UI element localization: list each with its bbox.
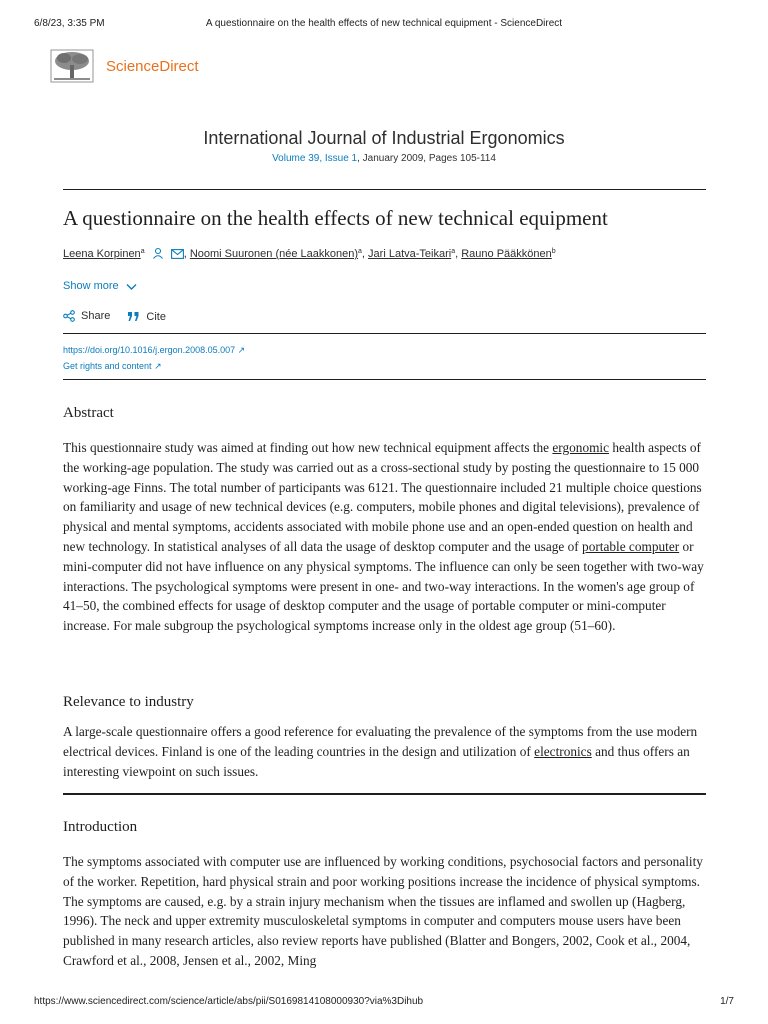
section-divider [63,793,706,795]
electronics-link[interactable]: electronics [534,743,592,759]
show-more-button[interactable] [63,280,137,292]
print-footer [34,996,734,1010]
doi-link[interactable]: https://doi.org/10.1016/j.ergon.2008.05.007 [63,345,236,355]
article-title: A questionnaire on the health effects of new technical equipment [63,206,608,230]
doi-divider [63,379,706,380]
abstract-text: This questionnaire study was aimed at finding out how new technical equipment affects the ergonomic health aspects of the working-age population. The study was carried out as a cross-sectional study by posting the questionnaire to 15 000 working-age Finns. The total number of participants was 6121. The questionnaire included 21 multiple choice questions on familiarity and usage of new technical devices (e.g. computers, mobile phones and digital televisions), prevalence of physical and mental symptoms, accidents associated with mobile phone use and an open-ended question on health and new technology. In statistical analyses of all data the usage of desktop computer and the usage of portable computer or mini-computer did not have influence on any physical symptoms. The influence can only be seen together with two-way interactions. The psychological symptoms were present in one- and two-way interactions. In the women's age group of 41–50, the combined effects for usage of desktop computer and the usage of portable computer or mini-computer increase. For male subgroup the psychological symptoms increase only in the oldest age group (51–60). [63,440,704,634]
show-more-label: Show more [63,280,119,292]
envelope-icon[interactable] [171,249,184,262]
journal-issue-details: , January 2009, Pages 105-114 [357,153,496,164]
volume-issue-link[interactable]: Volume 39, Issue 1 [272,153,358,164]
author-link[interactable]: Noomi Suuronen (née Laakkonen) [189,248,359,260]
author-list: Leena Korpinen$^a$ , Noomi Suuronen (née Laakkonen)$^a$, Jari Latva-Teikari$^a$, Rauno Pääkkönen$^b$ [63,248,556,260]
chevron-down-icon [126,283,137,291]
cite-button[interactable] [127,311,166,323]
doi-block [63,342,245,374]
page-number: 1/7 [720,996,734,1007]
sciencedirect-logo[interactable] [50,48,220,84]
elsevier-tree-icon [50,48,98,84]
ergonomic-link[interactable]: ergonomic [552,440,610,455]
print-document-title: A questionnaire on the health effects of new technical equipment - ScienceDirect [205,18,563,29]
share-button[interactable] [63,310,110,322]
header-divider [63,189,706,190]
external-link-icon: ↗ [154,361,162,371]
portable-computer-link[interactable]: portable computer [582,538,680,554]
author-link[interactable]: Leena Korpinen [63,248,141,260]
relevance-heading: Relevance to industry [63,694,194,710]
external-link-icon: ↗ [237,345,246,355]
actions-divider [63,333,706,334]
print-date: 6/8/23, 3:35 PM [34,18,105,29]
rights-link[interactable]: Get rights and content [63,361,152,371]
author-link[interactable]: Rauno Pääkkönen [461,248,552,260]
journal-issue-info [0,153,768,164]
share-label: Share [81,310,111,322]
author-link[interactable]: Jari Latva-Teikari [368,248,452,260]
person-icon[interactable] [152,247,164,262]
abstract-heading: Abstract [63,405,114,421]
share-icon [63,310,75,322]
journal-name[interactable]: International Journal of Industrial Ergonomics [203,128,565,148]
brand-name: ScienceDirect [106,58,199,75]
print-header [34,18,734,32]
article-actions [63,310,180,325]
introduction-text: The symptoms associated with computer use are influenced by working conditions, psychosocial factors and personality of the worker. Repetition, hard physical strain and poor working positions increase the incidence of physical symptoms. The symptoms are caused, e.g. by a strain injury mechanism when the tissues are inflamed and swollen up (Hagberg, 1996). The neck and upper extremity musculoskeletal symptoms in computer and computers mouse users have been published in many research articles, also review reports have published (Blatter and Bongers, 2002, Cook et al., 2004, Crawford et al., 2008, Jensen et al., 2002, Ming [63,854,703,968]
introduction-heading: Introduction [63,819,138,835]
cite-label: Cite [146,310,166,323]
quote-icon [127,311,140,322]
print-url: https://www.sciencedirect.com/science/article/abs/pii/S0169814108000930?via%3Dihub [34,996,424,1007]
journal-header [0,128,768,164]
relevance-text: A large-scale questionnaire offers a good reference for evaluating the prevalence of the symptoms from the use modern electrical devices. Finland is one of the leading countries in the design and utilization of electronics and thus offers an interesting viewpoint on such issues. [63,724,698,779]
